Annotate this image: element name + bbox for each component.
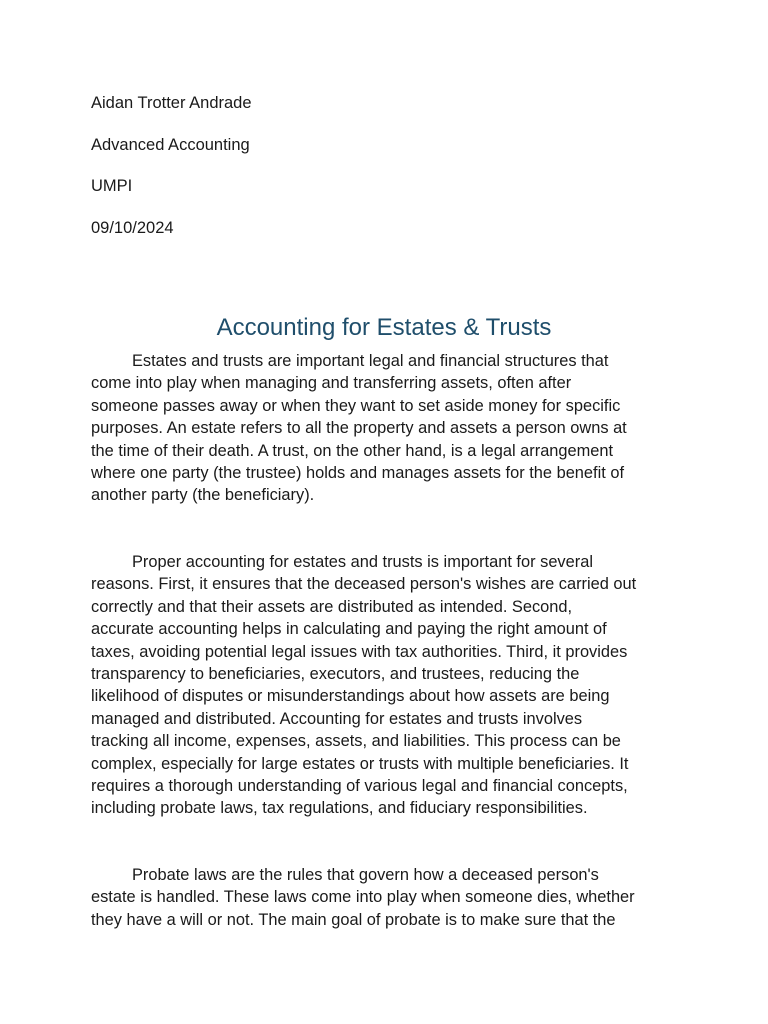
paragraph-line: another party (the beneficiary). [91, 486, 315, 505]
paragraph-line: accurate accounting helps in calculating and paying the right amount of [91, 620, 607, 639]
paragraph-line: purposes. An estate refers to all the property and assets a person owns at [91, 419, 627, 438]
paragraph-line: Estates and trusts are important legal and financial structures that [91, 352, 609, 370]
paragraph-2 [91, 551, 691, 820]
paragraph-line: Proper accounting for estates and trusts is important for several [91, 553, 593, 571]
institution-name: UMPI [91, 177, 133, 196]
paragraph-line: reasons. First, it ensures that the deceased person's wishes are carried out [91, 575, 637, 594]
paragraph-line: likelihood of disputes or misunderstandings about how assets are being [91, 687, 610, 706]
course-name: Advanced Accounting [91, 135, 250, 154]
paragraph-line: where one party (the trustee) holds and manages assets for the benefit of [91, 463, 625, 482]
paragraph-line: requires a thorough understanding of various legal and financial concepts, [91, 776, 628, 795]
paragraph-line: they have a will or not. The main goal of probate is to make sure that the [91, 910, 616, 929]
paragraph-line: come into play when managing and transferring assets, often after [91, 374, 572, 393]
paragraph-line: Probate laws are the rules that govern how a deceased person's [91, 866, 599, 884]
paragraph-line: managed and distributed. Accounting for estates and trusts involves [91, 709, 583, 728]
paragraph-3 [91, 864, 691, 931]
paragraph-line: estate is handled. These laws come into play when someone dies, whether [91, 888, 635, 907]
paragraph-line: someone passes away or when they want to set aside money for specific [91, 396, 621, 415]
document-date: 09/10/2024 [91, 219, 174, 238]
paragraph-line: complex, especially for large estates or trusts with multiple beneficiaries. It [91, 754, 629, 773]
document-header [91, 93, 252, 260]
paragraph-line: including probate laws, tax regulations, and fiduciary responsibilities. [91, 799, 588, 818]
author-name: Aidan Trotter Andrade [91, 94, 252, 112]
paragraph-line: taxes, avoiding potential legal issues with tax authorities. Third, it provides [91, 642, 628, 661]
paragraph-line: transparency to beneficiaries, executors, and trustees, reducing the [91, 664, 580, 683]
paragraph-line: tracking all income, expenses, assets, and liabilities. This process can be [91, 732, 621, 751]
paragraph-line: correctly and that their assets are distributed as intended. Second, [91, 597, 573, 616]
paragraph-1 [91, 350, 691, 507]
document-title: Accounting for Estates & Trusts [216, 314, 552, 341]
paragraph-line: the time of their death. A trust, on the other hand, is a legal arrangement [91, 441, 614, 460]
